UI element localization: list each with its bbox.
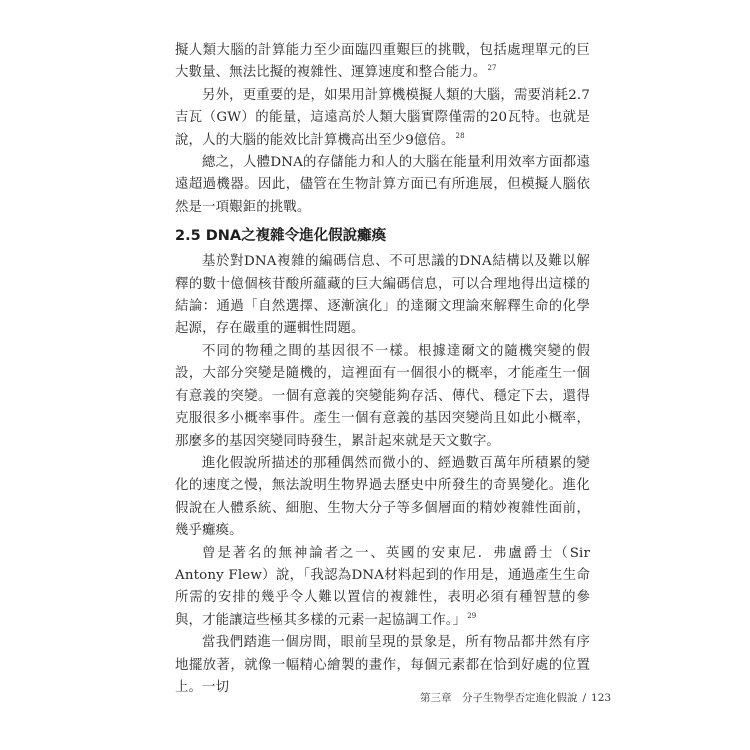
page-number: 123 — [591, 692, 612, 704]
paragraph-text: 不同的物種之間的基因很不一樣。根據達爾文的隨機突變的假設，大部分突變是隨機的，這裡面有一個很小的概率，才能產生一個有意義的突變。一個有意義的突變能夠存活、傳代、穩定下去，還得克服很多小概率事件。產生一個有意義的基因突變尚且如此小概率，那麼多的基因突變同時發生，累計起來就是天文數字。 — [175, 343, 590, 449]
book-page — [175, 40, 590, 699]
paragraph-dna-complexity — [175, 251, 590, 341]
paragraph-mutations — [175, 341, 590, 453]
section-heading: 2.5 DNA之複雜令進化假說癱瘓 — [175, 228, 387, 245]
paragraph-text: 當我們踏進一個房間，眼前呈現的景象是，所有物品都井然有序地擺放著，就像一幅精心繪製的畫作，每個元素都在恰到好處的位置上。一切 — [175, 635, 590, 695]
footer-separator: / — [582, 692, 587, 704]
paragraph-text: 曾是著名的無神論者之一、英國的安東尼．弗盧爵士（Sir Antony Flew）說，「我認為DNA材料起到的作用是，通過產生生命所需的安排的幾乎令人難以置信的複雜性，表明必須有種智慧的參與，才能讓這些極其多樣的元素一起協調工作。」 — [175, 545, 590, 628]
paragraph-text: 進化假說所描述的那種偶然而微小的、經過數百萬年所積累的變化的速度之慢，無法說明生物界過去歷史中所發生的奇異變化。進化假說在人體系統、細胞、生物大分子等多個層面的精妙複雜性面前，幾乎癱瘓。 — [175, 455, 590, 539]
paragraph-text: 基於對DNA複雜的編碼信息、不可思議的DNA結構以及難以解釋的數十億個核苷酸所蘊藏的巨大編碼信息，可以合理地得出這樣的結論：通過「自然選擇、逐漸演化」的達爾文理論來解釋生命的化學起源，存在嚴重的邏輯性問題。 — [175, 254, 590, 337]
paragraph-processing-challenges — [175, 40, 590, 85]
paragraph-flew-quote — [175, 543, 590, 633]
paragraph-slow-change — [175, 453, 590, 543]
paragraph-text: 總之，人體DNA的存儲能力和人的大腦在能量利用效率方面都遠遠超過機器。因此，儘管在生物計算方面已有所進展，但模擬人腦依然是一項艱鉅的挑戰。 — [175, 155, 590, 215]
paragraph-energy — [175, 85, 590, 152]
footnote-ref-29: 29 — [467, 611, 477, 620]
paragraph-text: 另外，更重要的是，如果用計算機模擬人類的大腦，需要消耗2.7吉瓦（GW）的能量，這遠高於人類大腦實際僅需的20瓦特。也就是說，人的大腦的能效比計算機高出至少9億倍。 — [175, 87, 590, 148]
paragraph-text: 擬人類大腦的計算能力至少面臨四重艱巨的挑戰，包括處理單元的巨大數量、無法比擬的複雜性、運算速度和整合能力。 — [175, 43, 590, 81]
page-footer — [420, 690, 612, 705]
footnote-ref-27: 27 — [487, 64, 497, 73]
paragraph-summary — [175, 152, 590, 219]
footnote-ref-28: 28 — [455, 131, 465, 140]
chapter-title: 第三章 分子生物學否定進化假說 — [420, 692, 578, 704]
